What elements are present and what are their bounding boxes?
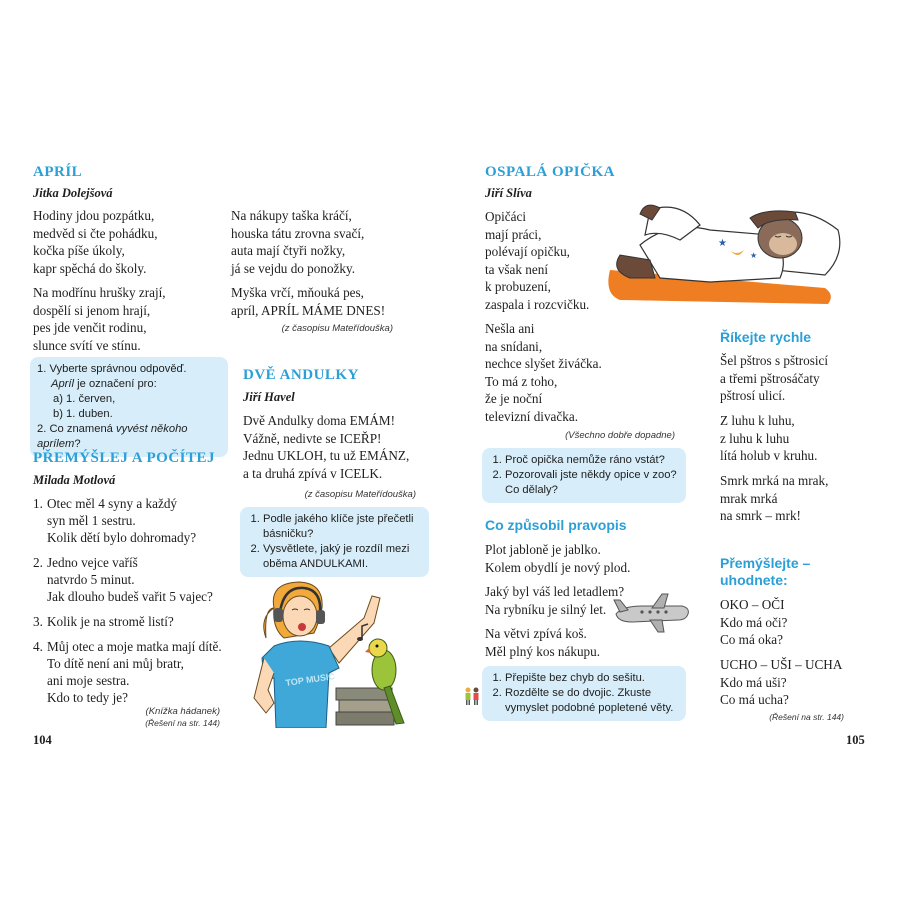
girl-singing-illustration — [244, 578, 414, 728]
svg-text:★: ★ — [750, 251, 758, 260]
hadanky-solution: (Řešení na str. 144) — [769, 712, 844, 722]
rychle-title: Říkejte rychle — [720, 329, 812, 345]
andulky-source: (z časopisu Mateřídouška) — [304, 489, 416, 500]
pravopis-questions-box — [482, 666, 686, 721]
andulky-title: DVĚ ANDULKY — [243, 367, 359, 383]
pravopis-lines-3: Na větvi zpívá koš. Měl plný kos nákupu. — [485, 626, 601, 659]
shirt-text: TOP MUSIC — [284, 671, 336, 688]
list-item: 2. Jedno vejce vaříš natvrdo 5 minut. Jak dlouho budeš vařit 5 vajec? — [33, 555, 213, 604]
april-stanza-1: Hodiny jdou pozpátku, medvěd si čte pohádku, kočka píše úkoly, kapr spěchá do školy. — [33, 208, 158, 276]
pravopis-q2: 2. Rozdělte se do dvojic. Zkuste vymyslet podobné popletené věty. — [505, 686, 679, 716]
sleeping-monkey-illustration — [600, 200, 845, 310]
hadanky-stanza-1: OKO – OČI Kdo má oči? Co má oka? — [720, 597, 788, 647]
andulky-q2: 2. Vysvětlete, jaký je rozdíl mezi oběma ANDULKAMI. — [263, 542, 422, 572]
premyslej-solution: (Řešení na str. 144) — [145, 718, 220, 728]
list-item: 4. Můj otec a moje matka mají dítě. To dítě není ani můj bratr, ani moje sestra. Kdo to tedy je? — [33, 639, 222, 705]
pravopis-lines-2: Jaký byl váš led letadlem? Na rybníku je silný let. — [485, 584, 625, 617]
april-author: Jitka Dolejšová — [33, 186, 113, 200]
premyslej-list — [33, 495, 233, 714]
premyslej-title: PŘEMÝŠLEJ A POČÍTEJ — [33, 450, 216, 466]
page-number-right: 105 — [846, 733, 865, 747]
opicka-q1: 1. Proč opička nemůže ráno vstát? — [505, 453, 679, 468]
opicka-stanza-2: Nešla ani na snídani, nechce slyšet živáčka. To má z toho, že je noční televizní divačka. — [485, 321, 602, 424]
page-number-left: 104 — [33, 733, 52, 747]
rychle-stanza-3: Smrk mrká na mrak, mrak mrká na smrk – mrk! — [720, 473, 829, 523]
rychle-stanza-1: Šel pštros s pštrosicí a třemi pštrosáčaty pštrosí ulicí. — [720, 353, 829, 403]
pravopis-lines-1: Plot jabloně je jablko. Kolem obydlí je nový plod. — [485, 542, 631, 575]
april-source: (z časopisu Mateřídouška) — [281, 323, 393, 334]
pravopis-title: Co způsobil pravopis — [485, 517, 627, 533]
premyslej-author: Milada Motlová — [33, 473, 116, 487]
airplane-illustration — [612, 592, 692, 634]
april-title: APRÍL — [33, 164, 83, 180]
andulky-questions-box — [240, 507, 429, 577]
opicka-q2: 2. Pozorovali jste někdy opice v zoo? Co dělaly? — [505, 468, 679, 498]
andulky-q1: 1. Podle jakého klíče jste přečetli básničku? — [263, 512, 422, 542]
pair-work-icon — [462, 686, 482, 706]
april-q2: 2. Co znamená vyvést někoho aprílem? — [37, 423, 188, 450]
hadanky-stanza-2: UCHO – UŠI – UCHA Kdo má uši? Co má ucha? — [720, 657, 843, 707]
opicka-source: (Všechno dobře dopadne) — [565, 430, 675, 441]
andulky-verse: Dvě Andulky doma EMÁM! Vážně, nedivte se ICEŘP! Jednu UKLOH, tu už EMÁNZ, a ta druhá zpívá v ICELK. — [243, 413, 410, 481]
hadanky-title: Přemýšlejte – uhodnete: — [720, 555, 811, 588]
opicka-stanza-1: Opičáci mají práci, polévají opičku, ta však není k probuzení, zaspala i rozcvičku. — [485, 209, 590, 312]
list-item: 1. Otec měl 4 syny a každý syn měl 1 sestru. Kolik dětí bylo dohromady? — [33, 496, 197, 545]
april-questions-box — [30, 357, 228, 457]
premyslej-source: (Knížka hádanek) — [145, 706, 220, 717]
april-q1-b: b) 1. duben. — [53, 408, 113, 420]
andulky-author: Jiří Havel — [243, 390, 295, 404]
rychle-stanza-2: Z luhu k luhu, z luhu k luhu lítá holub v kruhu. — [720, 413, 818, 463]
april-stanza-3: Na nákupy taška kráčí, houska tátu zrovna svačí, auta mají čtyři nožky, já se vejdu do ponožky. — [231, 208, 365, 276]
april-stanza-2: Na modřínu hrušky zrají, dospělí si jenom hrají, pes jde venčit rodinu, slunce svítí ve stínu. — [33, 285, 166, 353]
april-q1-line2: Apríl je označení pro: — [51, 378, 157, 390]
april-stanza-4: Myška vrčí, mňouká pes, apríl, APRÍL MÁME DNES! — [231, 285, 386, 318]
april-q1: 1. Vyberte správnou odpověď. — [37, 363, 187, 375]
pravopis-q1: 1. Přepište bez chyb do sešitu. — [505, 671, 679, 686]
opicka-questions-box — [482, 448, 686, 503]
list-item: 3. Kolik je na stromě listí? — [33, 614, 174, 629]
svg-text:★: ★ — [718, 238, 727, 249]
opicka-title: OSPALÁ OPIČKA — [485, 164, 615, 180]
april-q1-a: a) 1. červen, — [53, 393, 116, 405]
opicka-author: Jiří Slíva — [485, 186, 532, 200]
